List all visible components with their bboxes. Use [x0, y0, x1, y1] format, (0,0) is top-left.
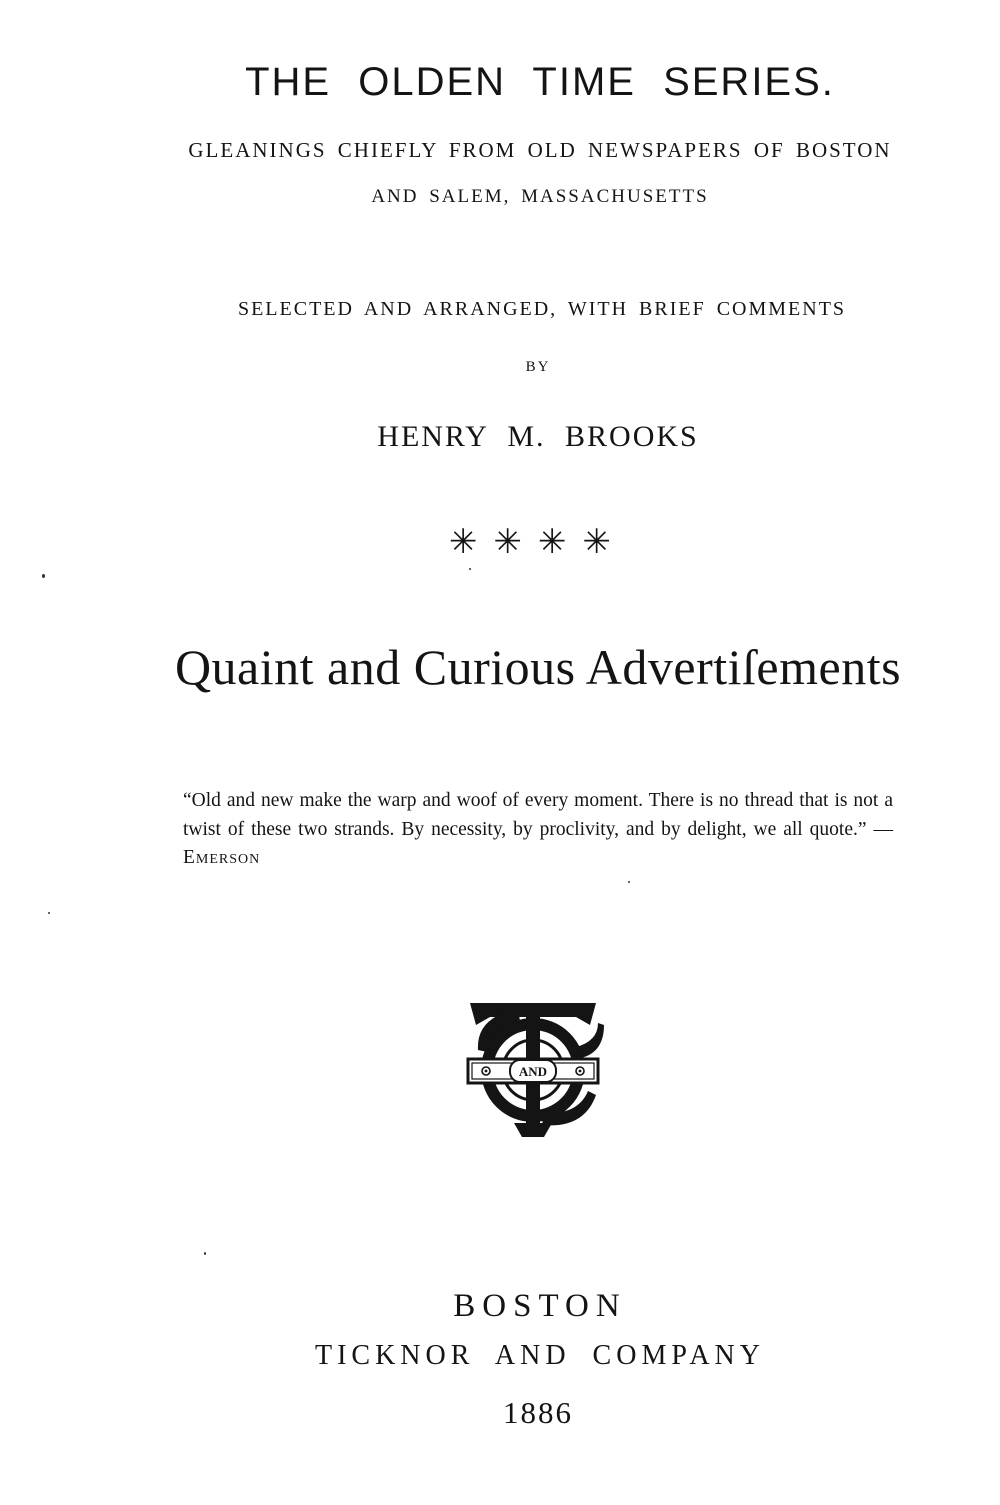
by-line: BY [525, 359, 551, 375]
scan-speck [628, 881, 630, 883]
main-title: Quaint and Curious Advertiſements [174, 639, 902, 695]
author-name: HENRY M. BROOKS [377, 420, 699, 453]
epigraph-attribution: Emerson [183, 847, 261, 868]
scan-speck [469, 568, 471, 570]
ticknor-monogram-icon [458, 995, 608, 1140]
asterisk-ornament: ✳✳✳✳ [449, 522, 627, 562]
subtitle-line-1: GLEANINGS CHIEFLY FROM OLD NEWSPAPERS OF BOSTON [188, 138, 892, 162]
publisher-name: TICKNOR AND COMPANY [314, 1340, 765, 1371]
scan-speck [204, 1252, 206, 1255]
series-title: THE OLDEN TIME SERIES. [245, 60, 835, 104]
epigraph-quote: “Old and new make the warp and woof of every moment. There is no thread that is not a twist of these two strands. By necessity, by proclivity, and by delight, we all quote.” — [183, 790, 893, 840]
subtitle-line-2: AND SALEM, MASSACHUSETTS [371, 186, 709, 207]
epigraph [183, 787, 893, 873]
publication-year: 1886 [503, 1395, 573, 1430]
scan-speck [42, 574, 45, 578]
scan-speck [48, 912, 50, 914]
publisher-city: BOSTON [453, 1288, 627, 1324]
selected-arranged-line: SELECTED AND ARRANGED, WITH BRIEF COMMENTS [237, 298, 847, 320]
emblem-and-text: AND [518, 1064, 548, 1079]
